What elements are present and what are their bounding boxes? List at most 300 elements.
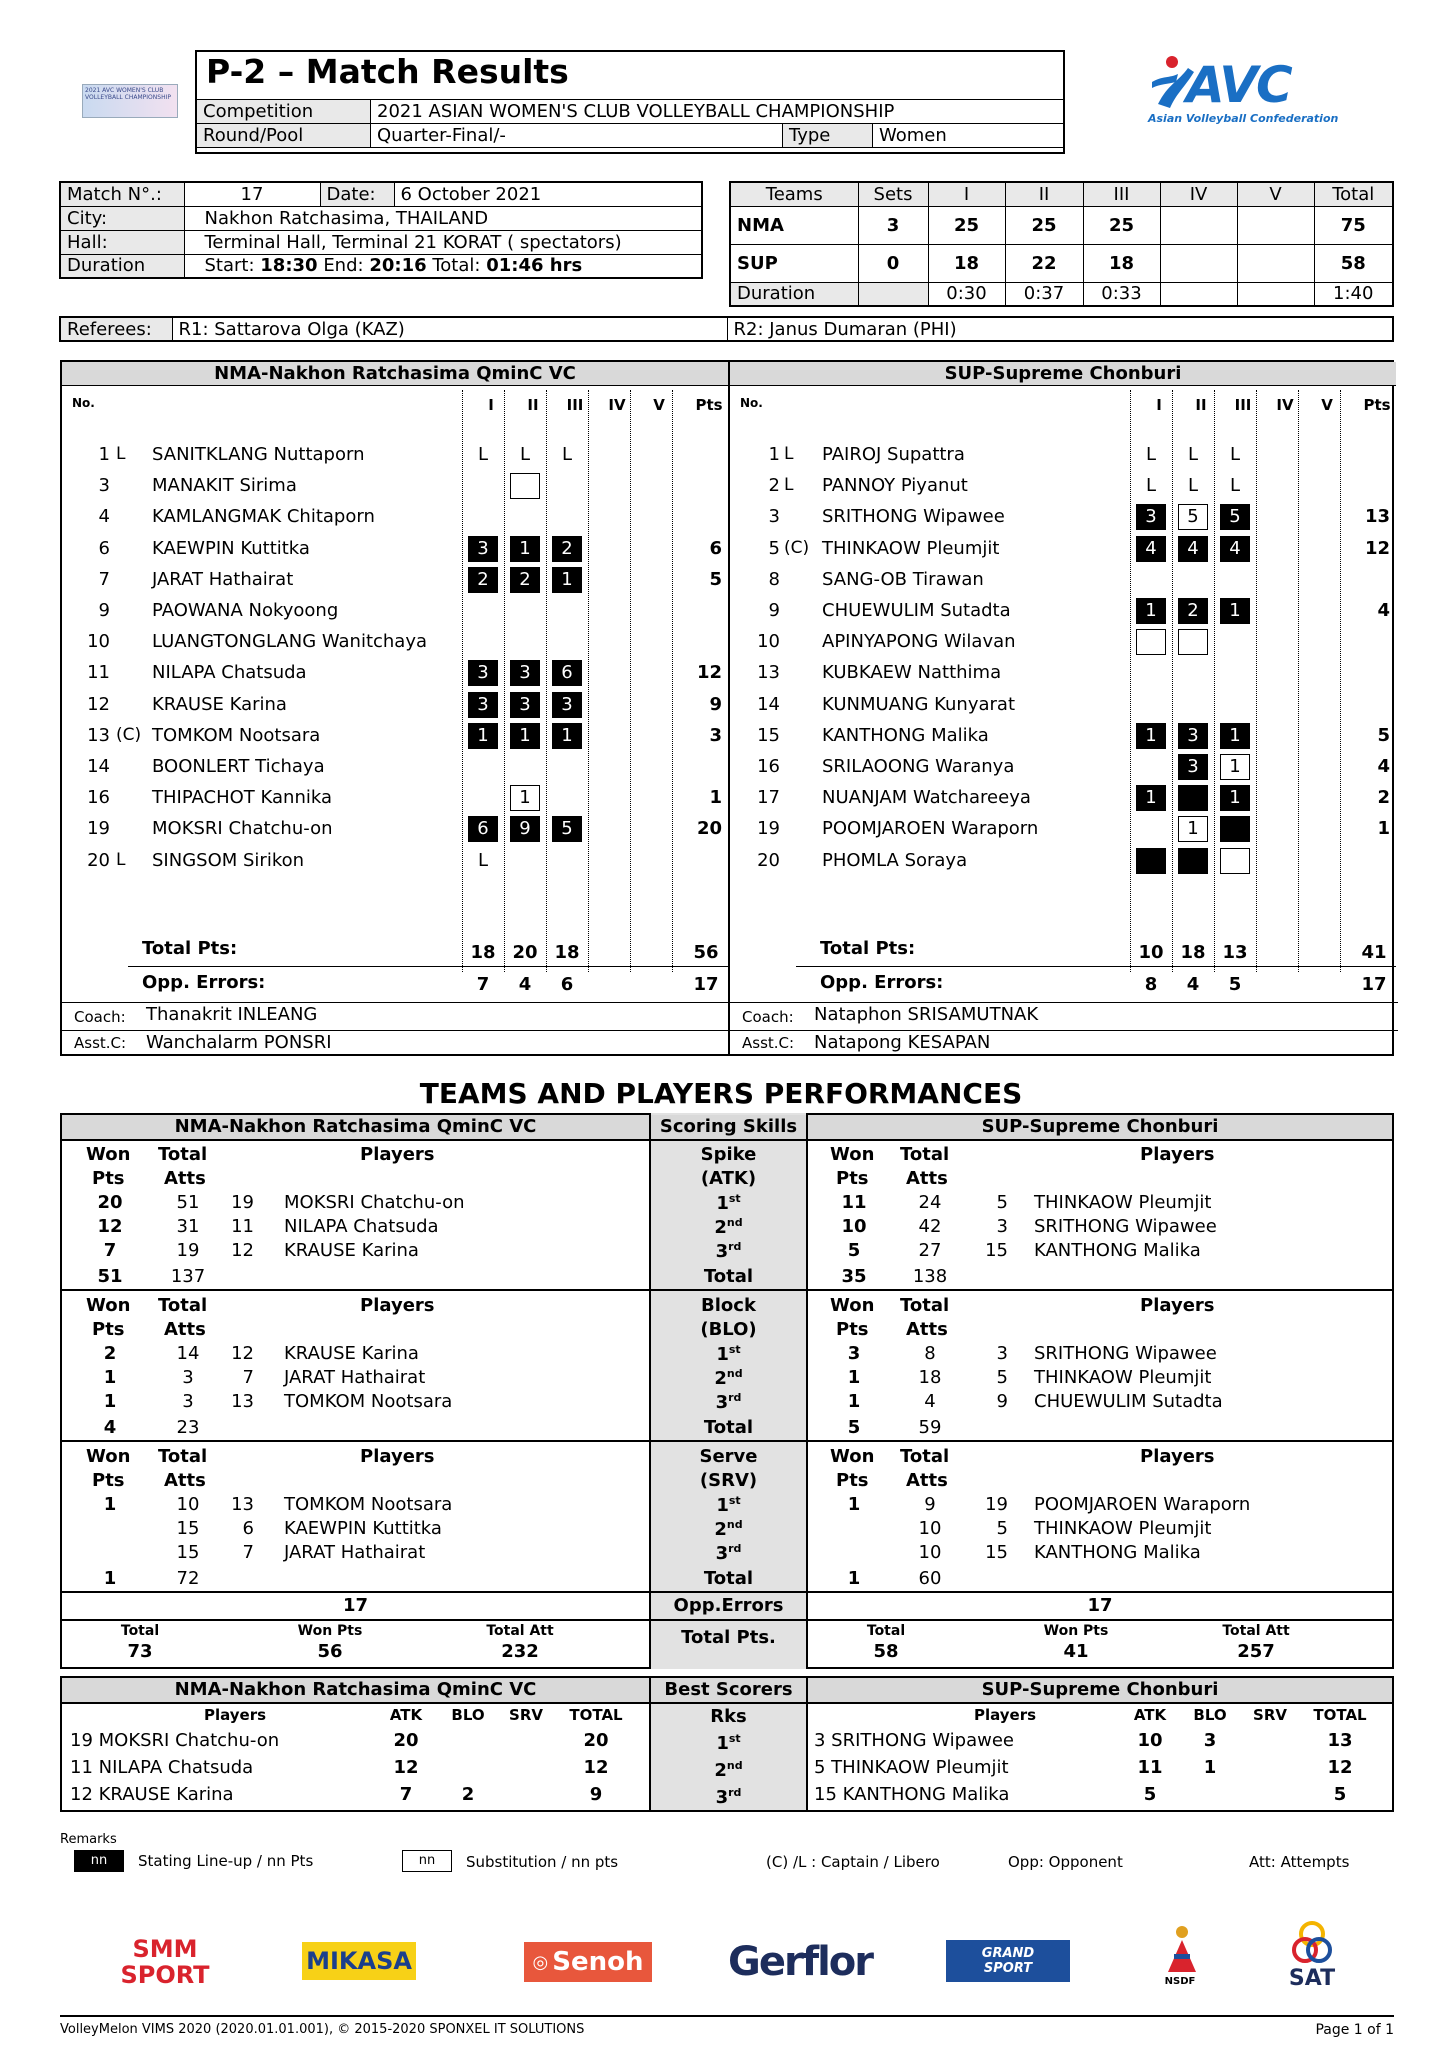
perf-rank-num: 1 <box>716 1193 729 1214</box>
away-perf-atts: 27 <box>918 1240 942 1261</box>
home-col-divider <box>546 390 547 972</box>
away-perf-player-name: KANTHONG Malika <box>1034 1542 1201 1563</box>
home-perf-atts: 15 <box>176 1542 200 1563</box>
best-rks-label: Rks <box>710 1706 747 1727</box>
score-s2-away: 22 <box>1005 244 1083 282</box>
away-perf-atts: 9 <box>924 1494 936 1515</box>
score-s5-home <box>1237 206 1314 244</box>
best-rank-num: 3 <box>715 1787 729 1808</box>
score-sets-home: 3 <box>858 206 928 244</box>
away-set-mark: L <box>1145 475 1157 497</box>
home-perf-player-no: 13 <box>231 1391 254 1412</box>
away-best-value: 3 <box>1203 1730 1217 1751</box>
home-opp-value: 7 <box>476 974 490 995</box>
referees-table <box>59 316 1394 342</box>
home-player-name: LUANGTONGLANG Wanitchaya <box>152 631 428 653</box>
home-asst-label: Asst.C: <box>74 1034 127 1052</box>
home-player-no: 11 <box>87 662 110 684</box>
away-asst-label: Asst.C: <box>742 1034 795 1052</box>
perf-opp-label: Opp.Errors <box>673 1595 784 1616</box>
away-perf-won: 3 <box>847 1343 861 1364</box>
home-player-no: 13 <box>87 724 110 746</box>
home-perf-won-label: Won <box>86 1295 131 1316</box>
away-set-mark: 1 <box>1178 816 1208 842</box>
home-total-label: Total Pts: <box>142 938 238 959</box>
away-player-pts: 4 <box>1377 600 1390 621</box>
home-perf-players-label: Players <box>360 1144 435 1165</box>
home-perf-player-name: TOMKOM Nootsara <box>284 1391 453 1412</box>
away-player-pts: 12 <box>1364 537 1390 559</box>
away-player-no: 8 <box>768 568 780 590</box>
perf-rank <box>651 1192 806 1214</box>
home-set-mark: 2 <box>510 567 540 593</box>
home-player-no: 9 <box>98 600 110 621</box>
home-best-col-players: Players <box>203 1706 267 1724</box>
home-col-no: No. <box>72 396 95 410</box>
home-perf-player-name: KRAUSE Karina <box>284 1240 419 1261</box>
home-asst: Wanchalarm PONSRI <box>146 1032 332 1053</box>
away-player-name: KUBKAEW Natthima <box>822 662 1002 684</box>
away-asst: Natapong KESAPAN <box>814 1032 991 1053</box>
away-best-col: TOTAL <box>1313 1706 1367 1724</box>
home-player-role: L <box>116 849 126 870</box>
home-perf-sum-value: 73 <box>127 1641 153 1662</box>
best-home-team: NMA-Nakhon Ratchasima QminC VC <box>62 1678 649 1702</box>
away-best-value: 5 <box>1333 1784 1347 1805</box>
away-player-name: PANNOY Piyanut <box>822 475 968 497</box>
competition-table <box>196 99 1064 148</box>
perf-rank-num: 2 <box>714 1519 727 1540</box>
home-col-divider <box>630 390 631 972</box>
perf-skill-divider <box>60 1440 1394 1442</box>
home-perf-won-label: Won <box>86 1144 131 1165</box>
home-perf-atts: 3 <box>182 1367 194 1388</box>
score-header-teams: Teams <box>730 182 858 206</box>
type-value: Women <box>873 124 1064 148</box>
away-perf-total-label: Total <box>900 1446 950 1467</box>
score-s3-home: 25 <box>1083 206 1160 244</box>
away-best-value: 12 <box>1327 1757 1353 1778</box>
home-perf-pts-label: Pts <box>92 1470 125 1491</box>
away-col-s3: III <box>1234 396 1252 414</box>
perf-rank-num: 1 <box>716 1495 729 1516</box>
away-player-pts: 2 <box>1377 787 1390 809</box>
away-set-mark: 5 <box>1178 504 1208 530</box>
perf-skill-abbr: (ATK) <box>700 1168 757 1189</box>
away-player-name: THINKAOW Pleumjit <box>822 537 1000 559</box>
home-best-col: ATK <box>389 1706 423 1724</box>
away-opp-value: 8 <box>1144 974 1158 995</box>
away-col-pts: Pts <box>1363 396 1391 414</box>
away-player-no: 14 <box>757 693 780 715</box>
away-perf-atts: 18 <box>918 1367 942 1388</box>
home-perf-player-no: 12 <box>231 1343 254 1364</box>
home-team-name: NMA-Nakhon Ratchasima QminC VC <box>62 362 728 386</box>
performances-title: TEAMS AND PLAYERS PERFORMANCES <box>419 1077 1023 1110</box>
home-set-mark: 1 <box>510 536 540 562</box>
away-player-no: 5 <box>768 537 780 559</box>
away-set-mark <box>1178 785 1208 811</box>
away-perf-atts-label: Atts <box>906 1470 948 1491</box>
away-perf-atts: 4 <box>924 1391 936 1412</box>
away-perf-atts: 24 <box>918 1192 942 1213</box>
away-perf-sum-label: Won Pts <box>1043 1623 1109 1639</box>
away-perf-skill-total-atts: 60 <box>918 1568 942 1589</box>
away-player-role: L <box>784 475 794 496</box>
home-col-pts: Pts <box>695 396 723 414</box>
perf-rank-num: 2 <box>714 1368 727 1389</box>
away-set-mark: 1 <box>1136 723 1166 749</box>
home-set-mark: 1 <box>510 785 540 811</box>
home-set-mark: 3 <box>468 660 498 686</box>
score-s5-away <box>1237 244 1314 282</box>
competition-value: 2021 ASIAN WOMEN'S CLUB VOLLEYBALL CHAMPIONSHIP <box>371 100 1064 124</box>
away-perf-player-name: THINKAOW Pleumjit <box>1034 1518 1212 1539</box>
home-player-no: 19 <box>87 818 110 840</box>
home-perf-player-no: 12 <box>231 1240 254 1261</box>
away-set-mark: L <box>1187 444 1199 465</box>
home-col-divider <box>504 390 505 972</box>
away-set-mark: 1 <box>1220 754 1250 780</box>
remarks-sub-swatch <box>402 1850 452 1872</box>
home-set-mark: 3 <box>468 536 498 562</box>
away-coach-label: Coach: <box>742 1008 794 1026</box>
perf-rank-sup: rd <box>728 1391 742 1404</box>
home-perf-total-label: Total <box>158 1295 208 1316</box>
away-perf-won-label: Won <box>830 1295 875 1316</box>
hall-label: Hall: <box>60 230 184 254</box>
home-set-mark: 9 <box>510 816 540 842</box>
home-player-name: KAEWPIN Kuttitka <box>152 537 310 559</box>
sponsor-senoh <box>524 1942 652 1982</box>
home-set-mark: 6 <box>552 660 582 686</box>
perf-rank <box>651 1367 806 1389</box>
home-player-no: 12 <box>87 693 110 715</box>
away-col-divider <box>1340 390 1341 972</box>
score-duration-s2: 0:37 <box>1005 282 1083 306</box>
total-time: 01:46 hrs <box>486 255 583 277</box>
sponsor-gerflor-text: Gerflor <box>728 1939 873 1985</box>
away-col-divider <box>1130 390 1131 972</box>
home-col-divider <box>462 390 463 972</box>
home-player-no: 3 <box>98 475 110 497</box>
home-player-name: THIPACHOT Kannika <box>152 787 332 809</box>
away-player-name: KUNMUANG Kunyarat <box>822 693 1016 715</box>
home-player-no: 1 <box>98 444 110 465</box>
perf-away-team: SUP-Supreme Chonburi <box>808 1115 1392 1139</box>
away-perf-won: 11 <box>841 1192 867 1213</box>
away-perf-players-label: Players <box>1140 1446 1215 1467</box>
home-player-no: 6 <box>98 537 110 559</box>
away-perf-player-name: CHUEWULIM Sutadta <box>1034 1391 1223 1412</box>
home-player-no: 20 <box>87 849 110 871</box>
sponsor-smm-text: SMM SPORT <box>120 1935 210 1989</box>
home-perf-player-name: TOMKOM Nootsara <box>284 1494 453 1515</box>
perf-scoring-label: Scoring Skills <box>651 1115 806 1139</box>
away-set-mark: 4 <box>1178 536 1208 562</box>
remarks-start-swatch <box>74 1850 124 1872</box>
home-perf-atts: 14 <box>176 1343 200 1364</box>
score-header-set3: III <box>1083 182 1160 206</box>
remarks-substitution: Substitution / nn pts <box>466 1853 619 1871</box>
away-perf-player-no: 5 <box>996 1518 1008 1539</box>
perf-opp-divider <box>60 1591 1394 1593</box>
home-player-name: MANAKIT Sirima <box>152 475 297 497</box>
away-best-value: 13 <box>1327 1730 1353 1751</box>
away-best-player: 15 KANTHONG Malika <box>814 1784 1010 1805</box>
away-player-no: 1 <box>768 444 780 465</box>
score-duration-s4 <box>1160 282 1237 306</box>
roster-divider <box>728 360 730 1056</box>
perf-rank-num: 3 <box>715 1241 729 1262</box>
home-set-mark: L <box>519 444 531 465</box>
away-col-divider <box>1214 390 1215 972</box>
home-best-player: 12 KRAUSE Karina <box>70 1784 234 1805</box>
score-header-total: Total <box>1314 182 1393 206</box>
away-player-no: 20 <box>757 849 780 871</box>
score-s4-home <box>1160 206 1237 244</box>
best-scorers-label: Best Scorers <box>651 1678 806 1702</box>
date-value: 6 October 2021 <box>394 182 702 206</box>
away-perf-player-no: 19 <box>985 1494 1008 1515</box>
nsdf-emblem-icon <box>1160 1924 1200 1976</box>
away-set-mark: L <box>1229 444 1241 465</box>
home-col-s5: V <box>653 396 665 414</box>
home-player-name: SANITKLANG Nuttaporn <box>152 444 365 465</box>
perf-rank-sup: st <box>728 1343 741 1356</box>
away-perf-pts-label: Pts <box>836 1470 869 1491</box>
perf-rank-num: 1 <box>716 1344 729 1365</box>
page-title: P-2 – Match Results <box>206 52 569 91</box>
avc-logo-text: AVC <box>1186 56 1291 114</box>
score-s4-away <box>1160 244 1237 282</box>
away-player-no: 10 <box>757 631 780 653</box>
home-perf-won: 1 <box>103 1494 117 1515</box>
home-player-pts: 20 <box>696 818 722 840</box>
home-player-pts: 3 <box>709 724 722 746</box>
footer-left: VolleyMelon VIMS 2020 (2020.01.01.001), © 2015-2020 SPONXEL IT SOLUTIONS <box>60 2022 585 2037</box>
away-player-pts: 4 <box>1377 756 1390 777</box>
sat-rings-icon <box>1287 1920 1337 1968</box>
perf-skill-name: Spike <box>700 1144 757 1165</box>
sponsor-nsdf <box>1150 1918 1210 1992</box>
away-coach-row <box>730 1002 1398 1003</box>
away-total-value: 13 <box>1222 942 1248 963</box>
away-set-mark <box>1136 848 1166 874</box>
home-perf-atts: 19 <box>176 1240 200 1261</box>
home-player-no: 14 <box>87 756 110 777</box>
home-set-mark: 1 <box>552 723 582 749</box>
home-player-name: NILAPA Chatsuda <box>152 662 307 684</box>
score-s1-home: 25 <box>928 206 1005 244</box>
score-team-home: NMA <box>730 206 858 244</box>
away-set-mark: 3 <box>1136 504 1166 530</box>
home-perf-player-no: 7 <box>242 1542 254 1563</box>
away-total-label: Total Pts: <box>820 938 916 959</box>
match-no-label: Match N°.: <box>60 182 184 206</box>
end-time: 20:16 <box>369 255 427 277</box>
perf-rank <box>651 1216 806 1238</box>
home-perf-atts: 3 <box>182 1391 194 1412</box>
best-header-line <box>60 1702 1394 1704</box>
perf-skill-total-label: Total <box>703 1568 754 1589</box>
perf-away-opp: 17 <box>1087 1595 1113 1616</box>
away-total-value: 10 <box>1138 942 1164 963</box>
away-perf-sum-label: Total <box>866 1623 906 1639</box>
away-opp-value: 5 <box>1228 974 1242 995</box>
away-set-mark: 1 <box>1220 723 1250 749</box>
remarks-sub-nn: nn <box>418 1853 436 1868</box>
away-perf-skill-total-won: 1 <box>847 1568 861 1589</box>
home-opp-value: 4 <box>518 974 532 995</box>
home-perf-sum-value: 232 <box>501 1641 539 1662</box>
home-set-mark: 2 <box>468 567 498 593</box>
home-player-name: MOKSRI Chatchu-on <box>152 818 333 840</box>
home-set-mark <box>510 473 540 499</box>
home-perf-skill-total-atts: 137 <box>170 1266 206 1287</box>
best-rank-sup: nd <box>726 1759 743 1772</box>
away-set-mark: 4 <box>1220 536 1250 562</box>
home-perf-players-label: Players <box>360 1295 435 1316</box>
away-player-name: SRILAOONG Waranya <box>822 756 1015 777</box>
perf-home-opp: 17 <box>342 1595 369 1616</box>
home-perf-player-name: NILAPA Chatsuda <box>284 1216 439 1237</box>
score-header-set4: IV <box>1160 182 1237 206</box>
away-player-no: 9 <box>768 600 780 621</box>
end-label: End: <box>323 255 364 277</box>
score-s2-home: 25 <box>1005 206 1083 244</box>
away-best-col: SRV <box>1253 1706 1287 1724</box>
away-perf-atts-label: Atts <box>906 1168 948 1189</box>
sponsor-sat <box>1280 1916 1344 1994</box>
best-rank <box>651 1732 806 1754</box>
home-player-no: 7 <box>98 568 110 590</box>
away-set-mark: 1 <box>1136 785 1166 811</box>
home-player-name: BOONLERT Tichaya <box>152 756 325 777</box>
home-total-value: 18 <box>470 942 496 963</box>
away-perf-won-label: Won <box>830 1446 875 1467</box>
score-duration-total: 1:40 <box>1314 282 1393 306</box>
away-col-s5: V <box>1321 396 1333 414</box>
away-perf-players-label: Players <box>1140 1144 1215 1165</box>
avc-logo-subtitle: Asian Volleyball Confederation <box>1148 112 1339 125</box>
city-label: City: <box>60 206 184 230</box>
away-col-s2: II <box>1195 396 1207 414</box>
away-best-value: 10 <box>1137 1730 1163 1751</box>
home-player-pts: 12 <box>696 662 722 684</box>
away-perf-player-name: THINKAOW Pleumjit <box>1034 1192 1212 1213</box>
away-player-no: 3 <box>768 506 780 528</box>
home-player-no: 16 <box>87 787 110 809</box>
senoh-icon: ◎ <box>532 1951 549 1973</box>
away-player-no: 13 <box>757 662 780 684</box>
home-perf-player-name: JARAT Hathairat <box>284 1542 426 1563</box>
away-perf-skill-total-won: 35 <box>841 1266 867 1287</box>
home-total-value: 56 <box>693 942 719 963</box>
round-value: Quarter-Final/- <box>371 124 783 148</box>
remarks-opp: Opp: Opponent <box>1008 1853 1123 1871</box>
best-rank <box>651 1786 806 1808</box>
away-player-name: NUANJAM Watchareeya <box>822 787 1031 809</box>
sponsor-sat-text: SAT <box>1288 1966 1336 1991</box>
away-perf-player-name: THINKAOW Pleumjit <box>1034 1367 1212 1388</box>
type-label: Type <box>783 124 873 148</box>
home-perf-won: 7 <box>103 1240 117 1261</box>
score-s1-away: 18 <box>928 244 1005 282</box>
away-player-name: CHUEWULIM Sutadta <box>822 600 1011 621</box>
perf-rank-num: 3 <box>715 1392 729 1413</box>
match-info-table <box>59 181 703 279</box>
home-perf-won: 20 <box>97 1192 123 1213</box>
remarks-start-nn: nn <box>90 1853 108 1868</box>
home-perf-won-label: Won <box>86 1446 131 1467</box>
away-set-mark: L <box>1187 475 1199 497</box>
home-perf-skill-total-atts: 72 <box>176 1568 200 1589</box>
away-player-role: L <box>784 444 794 464</box>
score-duration-label: Duration <box>730 282 858 306</box>
home-player-pts: 9 <box>709 693 722 715</box>
home-perf-skill-total-won: 4 <box>103 1417 117 1438</box>
home-player-no: 4 <box>98 506 110 528</box>
away-perf-pts-label: Pts <box>836 1168 869 1189</box>
away-perf-player-name: SRITHONG Wipawee <box>1034 1343 1217 1364</box>
home-perf-player-no: 6 <box>242 1518 254 1539</box>
score-duration-blank <box>858 282 928 306</box>
perf-rank-sup: st <box>728 1494 741 1507</box>
perf-rank <box>651 1494 806 1516</box>
away-perf-player-name: SRITHONG Wipawee <box>1034 1216 1217 1237</box>
away-player-name: KANTHONG Malika <box>822 724 989 746</box>
home-best-col: BLO <box>451 1706 485 1724</box>
home-perf-player-name: MOKSRI Chatchu-on <box>284 1192 465 1213</box>
perf-total-pts-label: Total Pts. <box>681 1627 776 1648</box>
footer-line <box>60 2015 1394 2017</box>
home-opp-value: 17 <box>693 974 719 995</box>
away-player-name: APINYAPONG Wilavan <box>822 631 1016 653</box>
away-col-divider <box>1298 390 1299 972</box>
away-set-mark: 3 <box>1178 723 1208 749</box>
home-opp-value: 6 <box>560 974 574 995</box>
perf-skill-name: Serve <box>699 1446 758 1467</box>
home-total-value: 20 <box>512 942 538 963</box>
home-best-value: 9 <box>589 1784 603 1805</box>
perf-rank-sup: nd <box>726 1367 743 1380</box>
away-perf-sum-value: 58 <box>873 1641 899 1662</box>
away-best-col: BLO <box>1193 1706 1227 1724</box>
home-player-role: (C) <box>116 724 142 745</box>
perf-col-divider <box>806 1113 808 1669</box>
away-best-player: 5 THINKAOW Pleumjit <box>814 1757 1009 1778</box>
home-player-name: TOMKOM Nootsara <box>152 724 321 746</box>
home-col-s3: III <box>566 396 584 414</box>
home-best-value: 12 <box>583 1757 609 1778</box>
away-perf-won: 1 <box>847 1391 861 1412</box>
home-best-value: 2 <box>461 1784 475 1805</box>
perf-rank <box>651 1542 806 1564</box>
home-set-mark: 1 <box>468 723 498 749</box>
away-set-mark: L <box>1145 444 1157 465</box>
away-perf-won: 10 <box>841 1216 867 1237</box>
away-total-value: 41 <box>1361 942 1387 963</box>
away-set-mark <box>1136 629 1166 655</box>
home-player-name: KAMLANGMAK Chitaporn <box>152 506 375 528</box>
home-col-divider <box>672 390 673 972</box>
away-perf-skill-total-won: 5 <box>847 1417 861 1438</box>
away-player-no: 17 <box>757 787 780 809</box>
start-time: 18:30 <box>260 255 318 277</box>
sponsor-smm <box>120 1932 210 1992</box>
away-set-mark: 2 <box>1178 598 1208 624</box>
